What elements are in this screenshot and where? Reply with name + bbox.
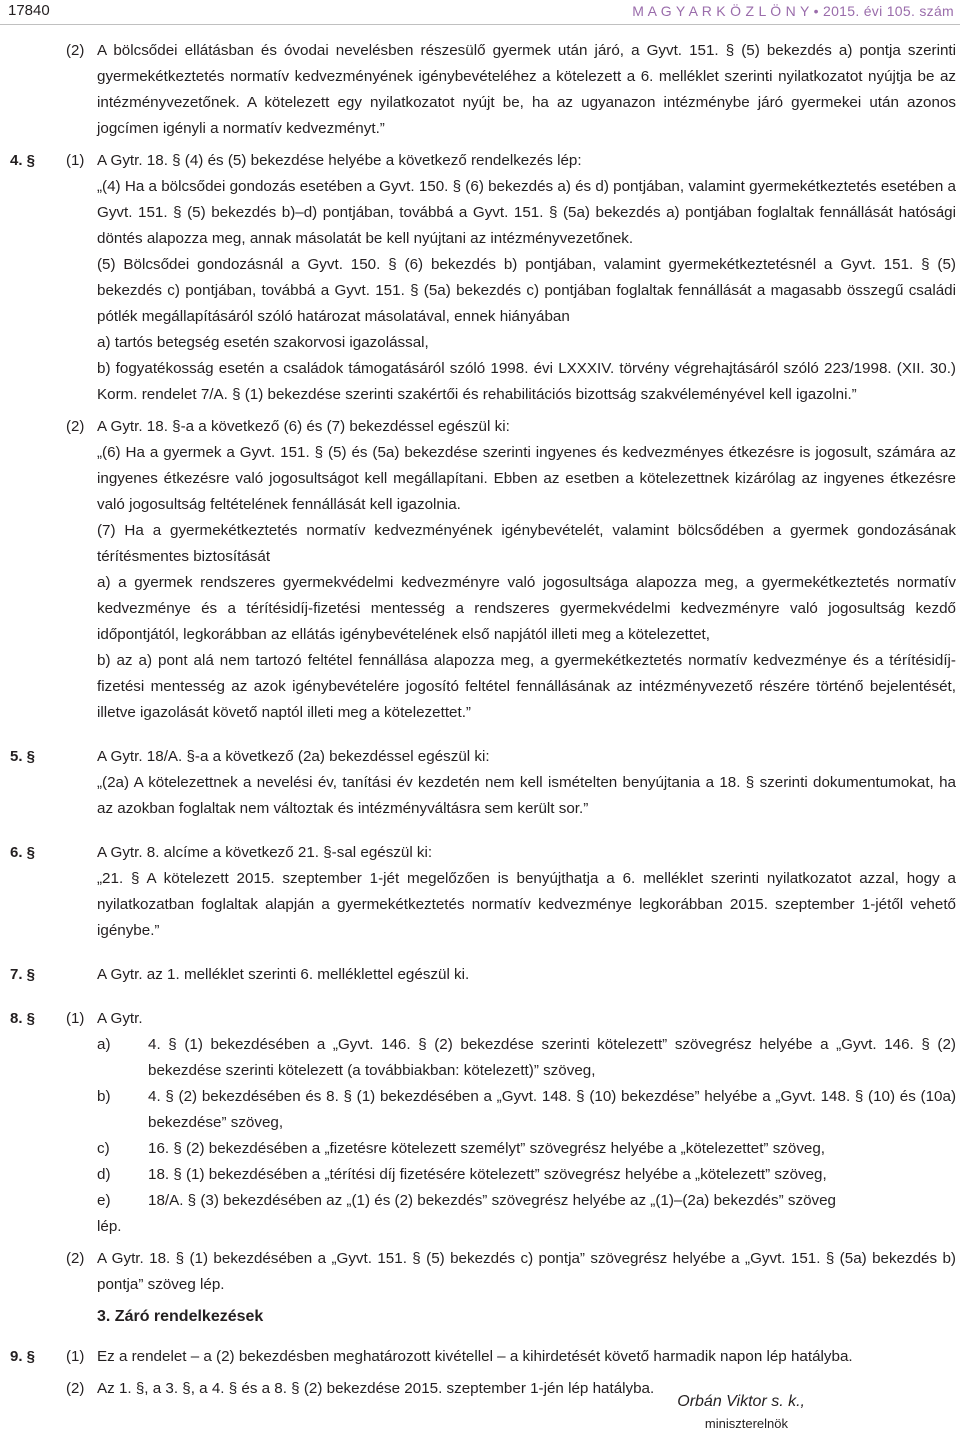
paragraph-text: A Gytr. 18. §-a a következő (6) és (7) bekezdéssel egészül ki:	[97, 418, 510, 435]
section-9	[0, 1344, 960, 1370]
paragraph-text: b) az a) pont alá nem tartozó feltétel fennállása alapozza meg, a gyermekétkeztetés normatív kedvezménye és a térítésidíj-fizetési mentesség az azok igénybevételére jogosító feltétel fennállásának az intézményvezető részére történő bejelentését, illetve igazolását követő naptól illeti meg a kötelezettet.”	[97, 652, 956, 721]
document-body	[0, 38, 960, 1408]
paragraph-text: b) fogyatékosság esetén a családok támogatásáról szóló 1998. évi LXXXIV. törvény végrehajtásáról szóló 223/1998. (XII. 30.) Korm. rendelet 7/A. § (1) bekezdése szerinti szakértői és rehabilitációs bizottság szakvéleményével kell igazolni.”	[97, 360, 956, 403]
paragraph-text: a) tartós betegség esetén szakorvosi igazolással,	[97, 334, 429, 351]
section-8	[0, 1006, 960, 1240]
paragraph-text: „21. § A kötelezett 2015. szeptember 1-jét megelőzően is benyújthatja a 6. melléklet szerinti nyilatkozatot azzal, hogy a nyilatkozatban foglaltak alapján a gyermekétkeztetés normatív kedvezménye legkorábban 2015. szeptember 1-jétől vehető igénybe.”	[97, 870, 956, 939]
paragraph-text: A Gytr. 8. alcíme a következő 21. §-sal egészül ki:	[97, 844, 433, 861]
section-5	[0, 744, 960, 822]
subsection-number: (1)	[66, 1010, 85, 1027]
paragraph-text: a) a gyermek rendszeres gyermekvédelmi kedvezményre való jogosultsága alapozza meg, a gyermekétkeztetés normatív kedvezménye és a térítésidíj-fizetési mentesség a rendszeres gyermekvédelmi kedvezményre való jogosultság kezdő időpontjától, legkorábban az ellátás igénybevételének első napjától illeti meg a kötelezettet,	[97, 574, 956, 643]
section-number: 9. §	[10, 1348, 36, 1365]
section-9-subsection-2	[0, 1376, 960, 1402]
paragraph-text: A Gytr.	[97, 1010, 143, 1027]
section-number: 7. §	[10, 966, 36, 983]
item-text: 4. § (2) bekezdésében és 8. § (1) bekezdésében a „Gyvt. 148. § (10) bekezdése” helyébe a „Gyvt. 148. § (10) és (10a) bekezdése” szöveg,	[148, 1088, 956, 1131]
paragraph-text: „(4) Ha a bölcsődei gondozás esetében a Gyvt. 150. § (6) bekezdés a) és d) pontjában, valamint gyermekétkeztetés esetében a Gyvt. 151. § (5) bekezdés b)–d) pontjában, továbbá a Gyvt. 151. § (5a) bekezdés a) pontjában foglaltak fennállását hatósági döntés alapozza meg, annak másolatát be kell nyújtani az intézményvezetőnek.	[97, 178, 956, 247]
item-label: a)	[97, 1036, 111, 1053]
section-number: 4. §	[10, 152, 36, 169]
list-item	[0, 1188, 960, 1214]
subsection-number: (2)	[66, 42, 85, 59]
list-item	[0, 1136, 960, 1162]
section-6	[0, 840, 960, 944]
paragraph-text: A Gytr. az 1. melléklet szerinti 6. melléklettel egészül ki.	[97, 966, 470, 983]
paragraph-text: A bölcsődei ellátásban és óvodai nevelésben részesülő gyermek után járó, a Gyvt. 151. § (5) bekezdés a) pontja szerinti gyermekétkeztetés normatív kedvezményének igénybevételéhez a kötelezett a 6. melléklet szerinti nyilatkozatot nyújtja be az intézményvezetőnek. A kötelezett egy nyilatkozatot nyújt be, ha az ugyanazon intézménybe járó gyermekei után azonos jogcímen igényli a normatív kedvezményt.”	[97, 42, 956, 137]
header-divider	[0, 24, 960, 25]
item-label: e)	[97, 1192, 111, 1209]
item-text: 4. § (1) bekezdésében a „Gyvt. 146. § (2) bekezdése szerinti kötelezett” szövegrész helyébe a „Gyvt. 146. § (2) bekezdése szerinti kötelezett (a továbbiakban: kötelezett)” szöveg,	[148, 1036, 956, 1079]
item-label: d)	[97, 1166, 111, 1183]
section-number: 6. §	[10, 844, 36, 861]
item-label: b)	[97, 1088, 111, 1105]
item-label: c)	[97, 1140, 110, 1157]
item-text: 18. § (1) bekezdésében a „térítési díj fizetésére kötelezett” szövegrész helyébe a „kötelezett” szöveg,	[148, 1166, 827, 1183]
paragraph-text: „(2a) A kötelezettnek a nevelési év, tanítási év kezdetén nem kell ismételten benyújtania a 18. § szerinti dokumentumokat, ha az azokban foglaltak nem változtak és intézményváltásra sem került sor.”	[97, 774, 956, 817]
subsection-number: (1)	[66, 152, 85, 169]
list-item	[0, 1084, 960, 1136]
page-header	[0, 0, 960, 26]
paragraph-text: Ez a rendelet – a (2) bekezdésben meghatározott kivétellel – a kihirdetését követő harmadik napon lép hatályba.	[97, 1348, 853, 1365]
paragraph-text: lép.	[97, 1218, 122, 1235]
section-8-subsection-2	[0, 1246, 960, 1298]
paragraph-text: A Gytr. 18. § (4) és (5) bekezdése helyébe a következő rendelkezés lép:	[97, 152, 582, 169]
subsection-number: (2)	[66, 1250, 85, 1267]
list-item	[0, 1162, 960, 1188]
paragraph-text: (5) Bölcsődei gondozásnál a Gyvt. 150. § (6) bekezdés b) pontjában, valamint gyermekétkeztetésnél a Gyvt. 151. § (5) bekezdés c) pontjában, továbbá a Gyvt. 151. § (5a) bekezdés c) pontjában foglaltak fennállását a magasabb összegű családi pótlék megállapításáról szóló határozat másolatával, ennek hiányában	[97, 256, 956, 325]
signatory-title: miniszterelnök	[704, 1416, 788, 1431]
subsection-number: (2)	[66, 418, 85, 435]
subsection-number: (1)	[66, 1348, 85, 1365]
subsection-number: (2)	[66, 1380, 85, 1397]
list-item	[0, 1032, 960, 1084]
item-text: 18/A. § (3) bekezdésében az „(1) és (2) bekezdés” szövegrész helyébe az „(1)–(2a) bekezdés” szöveg	[148, 1192, 836, 1209]
section-number: 8. §	[10, 1010, 36, 1027]
paragraph-text: (7) Ha a gyermekétkeztetés normatív kedvezményének igénybevételét, valamint bölcsődében a gyermek gondozásának térítésmentes biztosítását	[97, 522, 956, 565]
paragraph-text: „(6) Ha a gyermek a Gyvt. 151. § (5) és (5a) bekezdése szerinti ingyenes és kedvezményes étkezésre is jogosult, számára az ingyenes étkezésre való jogosultságot kell megállapítani. Ebben az esetben a kötelezettnek kizárólag az ingyenes étkezésre való jogosultság feltételének fennállását kell igazolnia.	[97, 444, 956, 513]
page-number: 17840	[8, 2, 50, 19]
paragraph-text: A Gytr. 18/A. §-a a következő (2a) bekezdéssel egészül ki:	[97, 748, 490, 765]
section-4	[0, 148, 960, 408]
paragraph-text: A Gytr. 18. § (1) bekezdésében a „Gyvt. 151. § (5) bekezdés c) pontja” szövegrész helyébe a „Gyvt. 151. § (5a) bekezdés b) pontja” szöveg lép.	[97, 1250, 956, 1293]
intro-paragraph	[0, 38, 960, 142]
section-number: 5. §	[10, 748, 36, 765]
item-text: 16. § (2) bekezdésében a „fizetésre kötelezett személyt” szövegrész helyébe a „kötelezettet” szöveg,	[148, 1140, 826, 1157]
signatory-name: Orbán Viktor s. k.,	[677, 1393, 805, 1410]
paragraph-text: Az 1. §, a 3. §, a 4. § és a 8. § (2) bekezdése 2015. szeptember 1-jén lép hatályba.	[97, 1380, 655, 1397]
publication-title: M A G Y A R K Ö Z L Ö N Y • 2015. évi 105. szám	[632, 3, 954, 19]
closing-provisions-heading: 3. Záró rendelkezések	[97, 1308, 264, 1325]
section-4-subsection-2	[0, 414, 960, 726]
section-7	[0, 962, 960, 988]
